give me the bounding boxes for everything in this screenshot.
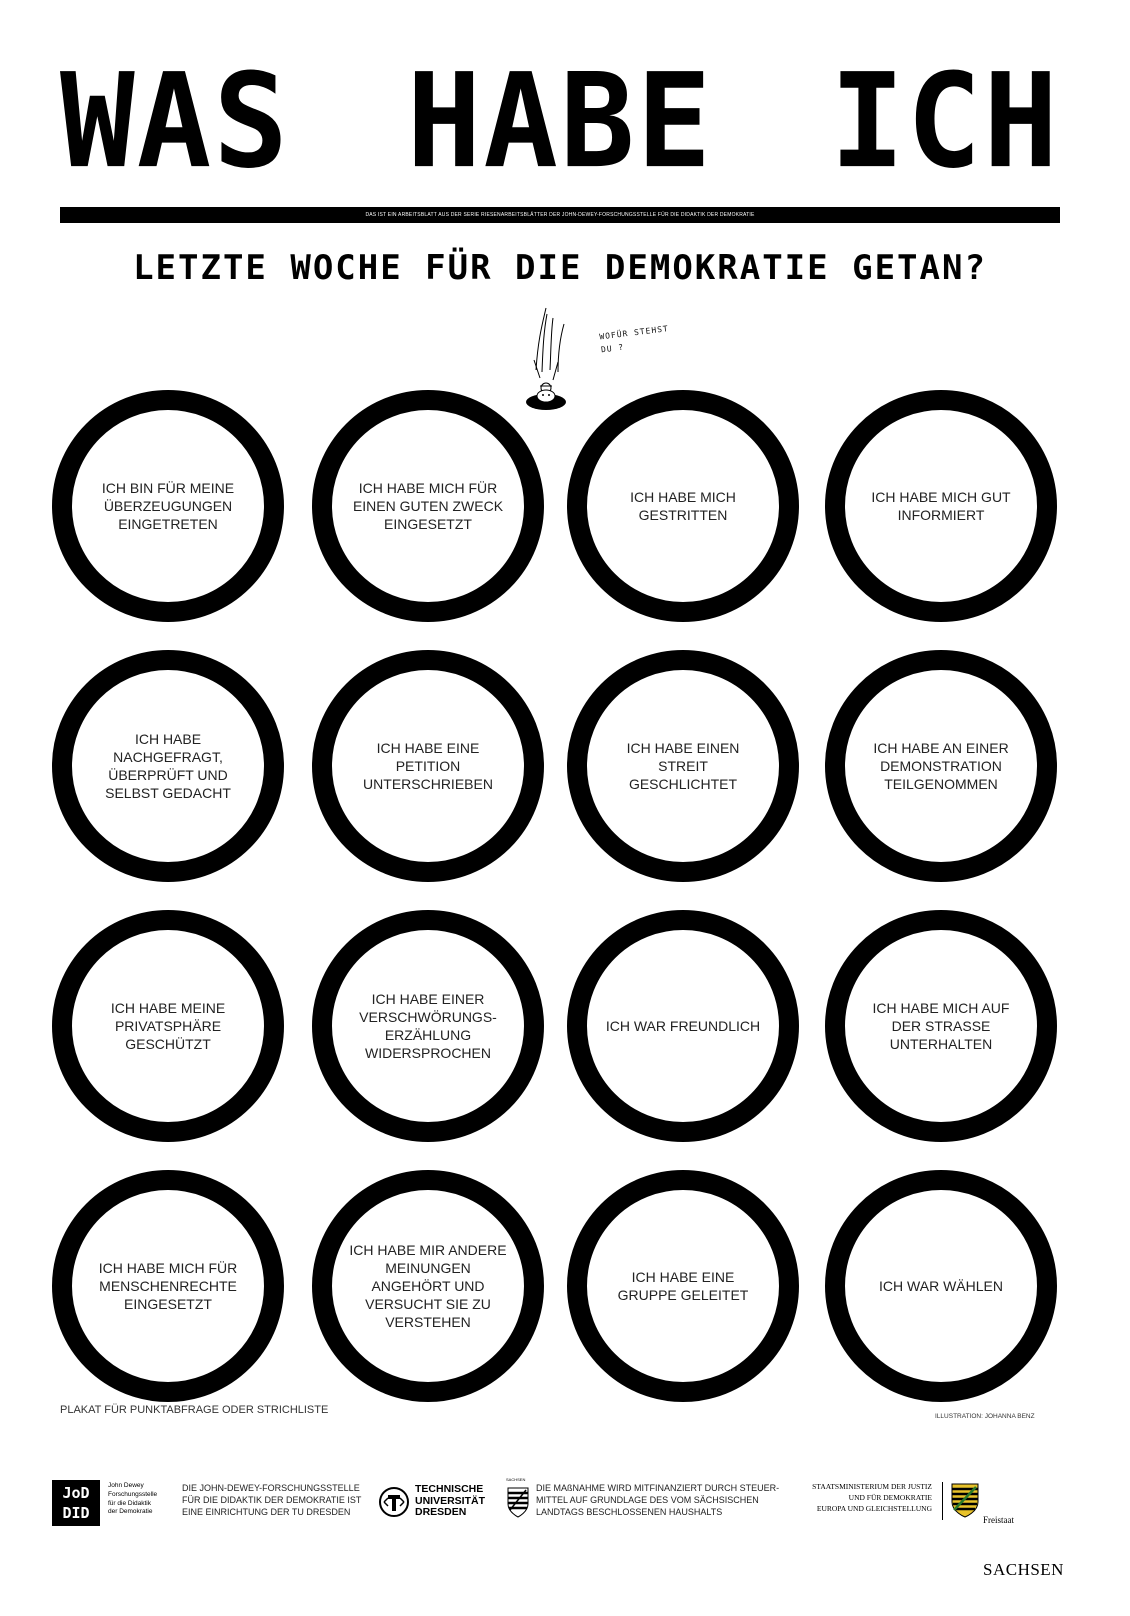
activity-circle[interactable] [567,390,799,622]
activity-circle[interactable] [52,650,284,882]
activity-circle[interactable] [52,910,284,1142]
activity-circle[interactable] [825,1170,1057,1402]
activity-circle[interactable] [825,910,1057,1142]
foundation-text: DIE JOHN-DEWEY-FORSCHUNGSSTELLE FÜR DIE DIDAKTIK DER DEMOKRATIE IST EINE EINRICHTUNG DER TU DRESDEN [182,1483,362,1518]
footer-divider [942,1482,943,1520]
activity-circle-label: ICH HABE MICH FÜR MENSCHENRECHTE EINGESETZT [98,1259,238,1313]
activity-circle-label: ICH HABE AN EINER DEMONSTRATION TEILGENOMMEN [873,739,1009,793]
activity-circle-label: ICH HABE MIR ANDERE MEINUNGEN ANGEHÖRT UND VERSUCHT SIE ZU VERSTEHEN [349,1241,507,1331]
activity-circle-label: ICH HABE EINE GRUPPE GELEITET [617,1268,749,1303]
funding-text: DIE MAßNAHME WIRD MITFINANZIERT DURCH STEUER- MITTEL AUF GRUNDLAGE DES VOM SÄCHSISCHEN LANDTAGS BESCHLOSSENEN HAUSHALTS [536,1483,780,1518]
subtitle: LETZTE WOCHE FÜR DIE DEMOKRATIE GETAN? [133,248,987,288]
sachsen-small-label: Freistaat [983,1515,1014,1525]
activity-circle[interactable] [312,910,544,1142]
activity-circle[interactable] [312,650,544,882]
usage-note: PLAKAT FÜR PUNKTABFRAGE ODER STRICHLISTE [60,1404,329,1416]
tud-seal-icon [378,1486,410,1518]
activity-circle[interactable] [52,1170,284,1402]
activity-circle-label: ICH HABE EINER VERSCHWÖRUNGS-ERZÄHLUNG WIDERSPROCHEN [359,990,497,1062]
speech-scribble: WOFÜR STEHST DU ? [598,324,670,355]
activity-circle[interactable] [52,390,284,622]
activity-circle-label: ICH HABE EINE PETITION UNTERSCHRIEBEN [363,739,493,793]
activity-circle[interactable] [567,1170,799,1402]
activity-circle-label: ICH HABE MEINE PRIVATSPHÄRE GESCHÜTZT [110,999,226,1053]
sachsen-crest-small-icon [507,1484,529,1518]
activity-circle-label: ICH HABE MICH AUF DER STRASSE UNTERHALTEN [872,999,1010,1053]
series-note: DAS IST EIN ARBEITSBLATT AUS DER SERIE RIESENARBEITSBLÄTTER DER JOHN-DEWEY-FORSCHUNGSSTELLE FÜR DIE DIDAKTIK DER DEMOKRATIE [365,212,755,218]
title-word-3: ICH [830,46,1060,198]
main-title [60,46,1060,198]
activity-circle[interactable] [312,390,544,622]
activity-circle[interactable] [567,910,799,1142]
activity-circle[interactable] [312,1170,544,1402]
tud-name: TECHNISCHE UNIVERSITÄT DRESDEN [415,1483,486,1519]
activity-circle-label: ICH HABE EINEN STREIT GESCHLICHTET [626,739,740,793]
activity-circle[interactable] [567,650,799,882]
activity-circle[interactable] [825,390,1057,622]
joddid-logo: JoD DID [52,1480,100,1526]
crest-label: SACHSEN [506,1477,526,1482]
activity-circle-label: ICH HABE NACHGEFRAGT, ÜBERPRÜFT UND SELBST GEDACHT [105,730,231,802]
joddid-caption: John Dewey Forschungsstelle für die Didaktik der Demokratie [108,1482,158,1516]
activity-circle-label: ICH WAR WÄHLEN [879,1277,1003,1294]
title-divider-bar [60,207,1060,223]
activity-circle-label: ICH BIN FÜR MEINE ÜBERZEUGUNGEN EINGETRETEN [101,479,235,533]
footer-logos [0,1477,1130,1579]
sachsen-big-label: SACHSEN [983,1560,1064,1579]
illustration-credit: ILLUSTRATION: JOHANNA BENZ [935,1413,1035,1420]
sachsen-wordmark [983,1480,1064,1616]
title-word-1: WAS [60,46,290,198]
activity-circle-label: ICH WAR FREUNDLICH [605,1017,761,1034]
activity-circle-label: ICH HABE MICH FÜR EINEN GUTEN ZWECK EINGESETZT [352,479,504,533]
ministry-text: STAATSMINISTERIUM DER JUSTIZ UND FÜR DEMOKRATIE EUROPA UND GLEICHSTELLUNG [812,1482,932,1513]
activity-circle-label: ICH HABE MICH GESTRITTEN [630,488,736,523]
activity-circle-label: ICH HABE MICH GUT INFORMIERT [871,488,1011,523]
activity-circle[interactable] [825,650,1057,882]
title-word-2: HABE [406,46,714,198]
sachsen-crest-icon [951,1482,979,1518]
